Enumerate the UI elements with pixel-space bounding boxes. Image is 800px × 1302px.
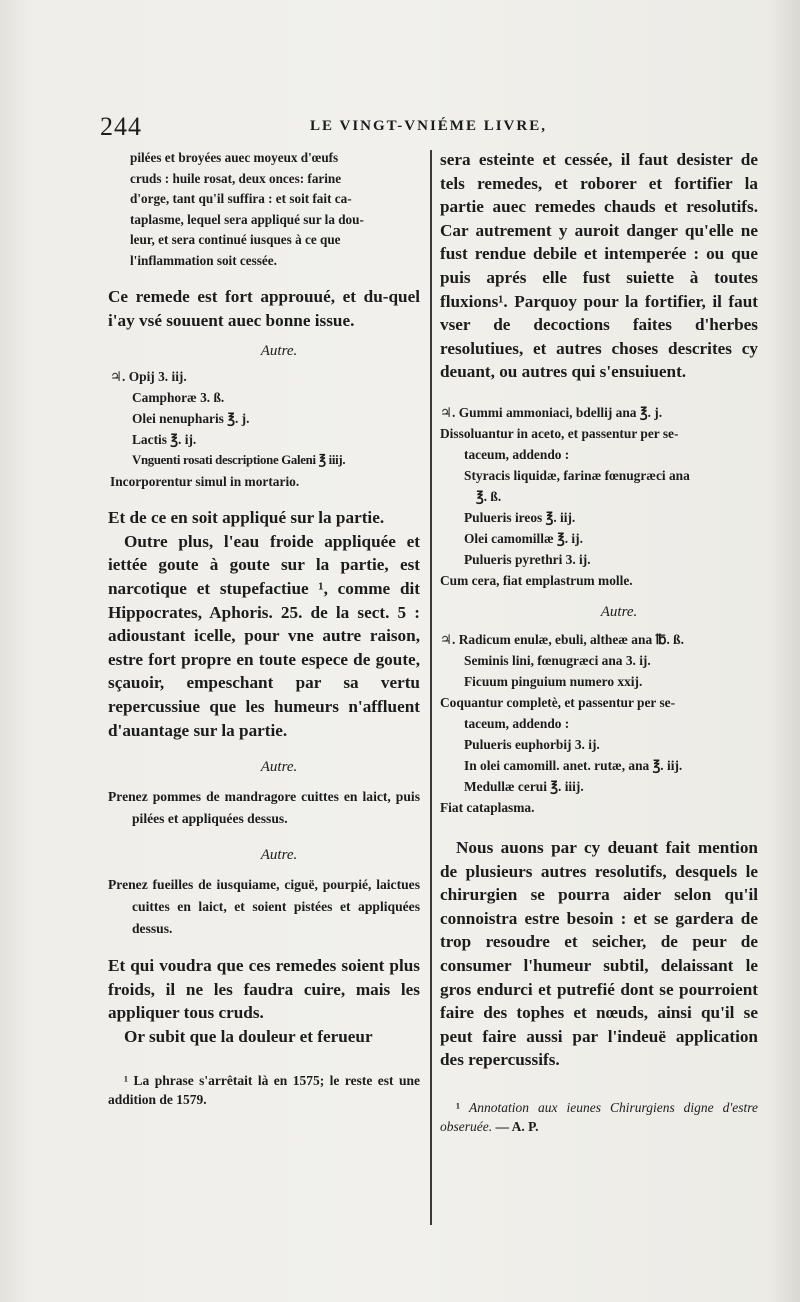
section-heading-autre: Autre. xyxy=(260,847,298,864)
recipe-iusquiame: Prenez fueilles de iusquiame, ciguë, pourpié, laictues cuittes en laict, et soient pistées et appliquées dessus. xyxy=(108,877,420,937)
intro-line: cruds : huile rosat, deux onces: farine xyxy=(130,170,342,186)
recipe-line: Cum cera, fiat emplastrum molle. xyxy=(440,572,633,588)
recipe-line: Pulueris pyrethri 3. ij. xyxy=(464,551,591,567)
footnote-italic: Annotation aux ieunes Chirurgiens digne d'estre obseruée. xyxy=(440,1099,759,1134)
intro-line: l'inflammation soit cessée. xyxy=(130,252,277,268)
recipe-line: Vnguenti rosati descriptione Galeni ℥ iiij. xyxy=(132,453,346,468)
recipe-line: Fiat cataplasma. xyxy=(440,799,535,815)
recipe-line: Incorporentur simul in mortario. xyxy=(110,474,300,490)
intro-line: d'orge, tant qu'il suffira : et soit fait ca- xyxy=(130,191,352,206)
recipe-line: Camphoræ 3. ß. xyxy=(132,390,225,406)
running-title: LE VINGT-VNIÉME LIVRE, xyxy=(310,118,547,134)
section-heading-autre: Autre. xyxy=(260,343,298,360)
recipe-line: In olei camomill. anet. rutæ, ana ℥. iij. xyxy=(464,757,683,773)
recipe-line: Seminis lini, fœnugræci ana 3. ij. xyxy=(464,652,651,668)
paragraph-remede: Ce remede est fort approuué, et du-quel i'ay vsé souuent auec bonne issue. xyxy=(108,287,420,330)
intro-line: leur, et sera continué iusques à ce que xyxy=(130,232,341,247)
intro-line: taplasme, lequel sera appliqué sur la dou- xyxy=(130,211,364,227)
column-divider xyxy=(430,150,432,1225)
left-column xyxy=(108,148,420,1109)
footnote-signature: — A. P. xyxy=(492,1118,539,1134)
recipe-line: ♃. Gummi ammoniaci, bdellij ana ℥. j. xyxy=(440,404,663,420)
footnote-left: ¹ La phrase s'arrêtait là en 1575; le reste est une addition de 1579. xyxy=(108,1072,420,1107)
paragraph-resolutifs: Nous auons par cy deuant fait mention de plusieurs autres resolutifs, desquels le chirurgien se pourra aider selon qu'il connoistra estre besoin : et se gardera de trop resoudre et seicher, de peur de consumer l'humeur subtil, delaissant le gros endurci et putrefié dont se pourroient faire des tophes et nœuds, ainsi qu'il se peut faire aussi par l'indeuë application des repercussifs. xyxy=(440,837,758,1070)
recipe-line: Pulueris ireos ℥. iij. xyxy=(464,509,576,525)
recipe-block xyxy=(440,402,758,591)
section-heading-autre: Autre. xyxy=(600,603,638,620)
recipe-mandragore: Prenez pommes de mandragore cuittes en laict, puis pilées et appliquées dessus. xyxy=(108,789,420,827)
recipe-line: Pulueris euphorbij 3. ij. xyxy=(464,736,600,752)
paragraph-esteinte: sera esteinte et cessée, il faut desister de tels remedes, et roborer et fortifier la partie auec remedes chauds et resolutifs. Car autrement y auroit danger qu'elle ne fust rendue debile et intemperée : ou que puis aprés elle fust suiette à toutes fluxions¹. Parquoy pour la fortifier, il faut vser de decoctions faites d'herbes resolutiues, et autres choses descrites cy deuant, ou autres qui s'ensuiuent. xyxy=(440,150,758,382)
intro-line: pilées et broyées auec moyeux d'œufs xyxy=(130,150,339,165)
page-header xyxy=(100,112,760,142)
paragraph-eau-froide: Outre plus, l'eau froide appliquée et iettée goute à goute sur la partie, est narcotique et stupefactiue ¹, comme dit Hippocrates, Aphoris. 25. de la sect. 5 : adioustant icelle, pour vne autre raison, estre fort propre en toute espece de goute, sçauoir, empeschant par sa vertu repercussiue que les humeurs n'affluent d'auantage sur la partie. xyxy=(108,531,420,740)
paragraph-applique: Et de ce en soit appliqué sur la partie. xyxy=(108,508,385,528)
recipe-line: ♃. Radicum enulæ, ebuli, altheæ ana ℔. ß. xyxy=(440,631,684,647)
right-column xyxy=(440,148,758,1136)
paragraph-douleur: Or subit que la douleur et ferueur xyxy=(124,1026,373,1046)
recipe-line: taceum, addendo : xyxy=(464,715,570,731)
recipe-line: Dissoluantur in aceto, et passentur per se- xyxy=(440,425,679,441)
paragraph-remedes-froids: Et qui voudra que ces remedes soient plus froids, il ne les faudra cuire, mais les appliquer tous cruds. xyxy=(108,956,420,1023)
section-heading-autre: Autre. xyxy=(260,759,298,776)
recipe-line: Styracis liquidæ, farinæ fœnugræci ana xyxy=(464,467,690,483)
recipe-line: ℥. ß. xyxy=(476,488,502,504)
recipe-line: Olei camomillæ ℥. ij. xyxy=(464,530,583,546)
recipe-line: Lactis ℥. ij. xyxy=(132,432,197,448)
recipe-line: Olei nenupharis ℥. j. xyxy=(132,411,250,427)
recipe-line: ♃. Opij 3. iij. xyxy=(110,369,187,385)
recipe-line: Ficuum pinguium numero xxij. xyxy=(464,673,643,689)
footnote-mark: ¹ xyxy=(456,1099,461,1115)
footnote-right xyxy=(440,1098,758,1136)
recipe-line: Medullæ cerui ℥. iiij. xyxy=(464,778,584,794)
intro-paragraph xyxy=(108,148,420,271)
recipe-line: taceum, addendo : xyxy=(464,446,570,462)
recipe-block xyxy=(440,629,758,818)
recipe-block xyxy=(108,366,420,492)
recipe-line: Coquantur completè, et passentur per se- xyxy=(440,694,676,710)
page-number: 244 xyxy=(100,112,142,141)
